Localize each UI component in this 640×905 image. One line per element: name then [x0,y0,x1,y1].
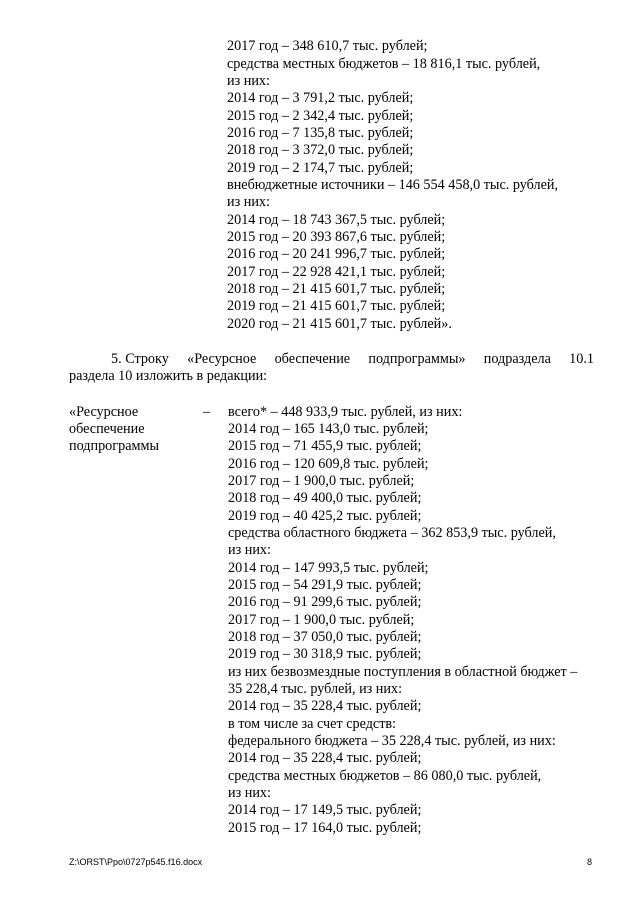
resource-value-line: 2014 год – 147 993,5 тыс. рублей; [228,560,429,576]
top-line: 2016 год – 20 241 996,7 тыс. рублей; [227,246,446,262]
resource-value-line: 2014 год – 35 228,4 тыс. рублей; [228,698,422,714]
top-line: 2020 год – 21 415 601,7 тыс. рублей». [227,316,452,332]
resource-value-line: из них: [228,542,271,558]
label-dash: – [203,404,211,420]
paragraph-word: обеспечение [274,351,351,367]
top-line: 2019 год – 2 174,7 тыс. рублей; [227,160,414,176]
resource-value-line: из них: [228,785,271,801]
paragraph-word: подпрограммы» [368,351,466,367]
resource-value-line: 2015 год – 71 455,9 тыс. рублей; [228,438,422,454]
resource-value-line: в том числе за счет средств: [228,716,397,732]
top-line: 2014 год – 3 791,2 тыс. рублей; [227,90,414,106]
paragraph-line-2: раздела 10 изложить в редакции: [69,368,268,384]
resource-value-line: 2014 год – 35 228,4 тыс. рублей; [228,750,422,766]
resource-value-line: 2016 год – 120 609,8 тыс. рублей; [228,456,429,472]
top-line: 2017 год – 22 928 421,1 тыс. рублей; [227,264,446,280]
resource-value-line: 2015 год – 54 291,9 тыс. рублей; [228,577,422,593]
top-line: 2018 год – 3 372,0 тыс. рублей; [227,142,414,158]
resource-value-line: 2014 год – 165 143,0 тыс. рублей; [228,421,429,437]
resource-label-line: обеспечение [69,421,145,437]
resource-value-line: федерального бюджета – 35 228,4 тыс. рублей, из них: [228,733,556,749]
footer-page-number: 8 [587,857,593,867]
top-line: внебюджетные источники – 146 554 458,0 тыс. рублей, [227,177,559,193]
paragraph-word: 5. Строку [111,351,169,367]
resource-value-line: из них безвозмездные поступления в областной бюджет – [228,664,578,680]
resource-label-line: подпрограммы [69,438,159,454]
paragraph-line-1 [111,351,594,368]
paragraph-word: подраздела [483,351,551,367]
resource-value-line: средства местных бюджетов – 86 080,0 тыс. рублей, [228,768,542,784]
top-line: 2015 год – 2 342,4 тыс. рублей; [227,108,414,124]
resource-value-line: средства областного бюджета – 362 853,9 тыс. рублей, [228,525,556,541]
resource-value-line: 2019 год – 40 425,2 тыс. рублей; [228,508,422,524]
resource-value-line: 2019 год – 30 318,9 тыс. рублей; [228,646,422,662]
resource-value-line: всего* – 448 933,9 тыс. рублей, из них: [228,404,463,420]
top-line: 2014 год – 18 743 367,5 тыс. рублей; [227,212,446,228]
top-line: 2019 год – 21 415 601,7 тыс. рублей; [227,298,446,314]
top-line: 2017 год – 348 610,7 тыс. рублей; [227,38,428,54]
top-line: 2015 год – 20 393 867,6 тыс. рублей; [227,229,446,245]
resource-value-line: 2017 год – 1 900,0 тыс. рублей; [228,612,415,628]
paragraph-word: «Ресурсное [187,351,257,367]
top-line: средства местных бюджетов – 18 816,1 тыс. рублей, [227,56,541,72]
footer-file-path: Z:\ORST\Ppo\0727p545.f16.docx [69,857,203,867]
resource-label-line: «Ресурсное [69,404,139,420]
top-line: 2016 год – 7 135,8 тыс. рублей; [227,125,414,141]
resource-value-line: 2014 год – 17 149,5 тыс. рублей; [228,802,422,818]
resource-value-line: 2015 год – 17 164,0 тыс. рублей; [228,820,422,836]
top-line: из них: [227,73,270,89]
resource-value-line: 2017 год – 1 900,0 тыс. рублей; [228,473,415,489]
resource-value-line: 35 228,4 тыс. рублей, из них: [228,681,403,697]
top-line: из них: [227,194,270,210]
resource-value-line: 2018 год – 49 400,0 тыс. рублей; [228,490,422,506]
resource-value-line: 2016 год – 91 299,6 тыс. рублей; [228,594,422,610]
top-line: 2018 год – 21 415 601,7 тыс. рублей; [227,281,446,297]
paragraph-word: 10.1 [569,351,594,367]
resource-value-line: 2018 год – 37 050,0 тыс. рублей; [228,629,422,645]
